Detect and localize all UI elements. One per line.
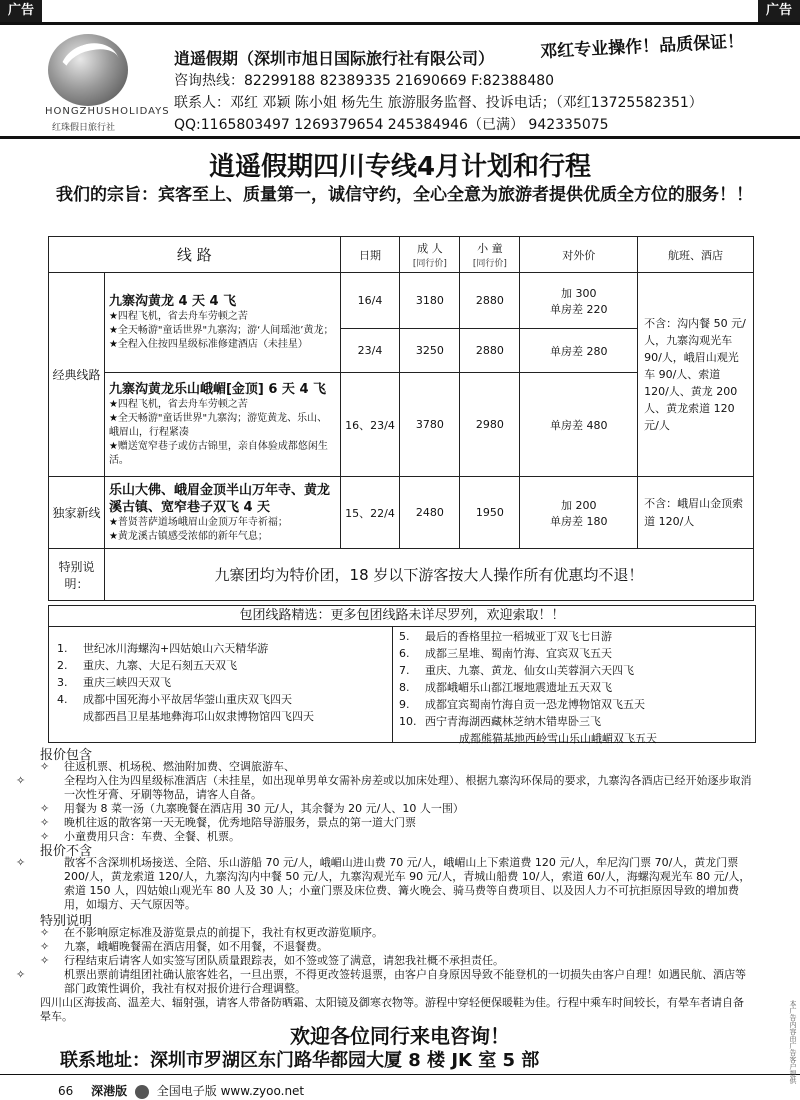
list-item: 9. 成都宜宾蜀南竹海自贡一恐龙博物馆双飞五天 <box>399 698 645 711</box>
classic-flight-note: 不含：沟内餐 50 元/人，九寨沟观光车 90/人，峨眉山观光车 90/人、索道 120/人、黄龙 200 人、黄龙索道 120 元/人 <box>638 273 754 477</box>
col-adult-sub: [同行价] <box>412 259 447 269</box>
list-item: 1. 世纪冰川海螺沟+四姑娘山六天精华游 <box>57 642 269 655</box>
includes-list <box>16 760 752 844</box>
route2-child: 2980 <box>460 373 520 477</box>
col-adult-label: 成 人 <box>417 242 443 255</box>
diamond-icon: ✧ <box>40 802 50 815</box>
notes-list <box>16 926 752 1024</box>
agency-name: 逍遥假期（深圳市旭日国际旅行社有限公司） <box>174 49 495 68</box>
route3-note: ★普贤菩萨道场峨眉山金顶万年寺祈福； <box>108 516 288 528</box>
logo-chinese-name: 红珠假日旅行社 <box>52 123 116 133</box>
route3-date: 15、22/4 <box>340 477 400 549</box>
diamond-icon: ✧ <box>40 940 50 953</box>
brand-badge-icon <box>135 1085 149 1099</box>
route1-cell <box>104 273 340 373</box>
route1a-date: 16/4 <box>340 273 400 329</box>
list-item: 7. 重庆、九寨、黄龙、仙女山芙蓉洞六天四飞 <box>399 664 634 677</box>
footer-rule <box>0 1074 800 1075</box>
route1a-child: 2880 <box>460 273 520 329</box>
list-item: ✧ 散客不含深圳机场接送、全陪、乐山游船 70 元/人，峨嵋山进山费 70 元/人，峨嵋山上下索道费 120 元/人，牟尼沟门票 70/人，黄龙门票 200/人，黄龙索道 120/人，九寨沟沟内中餐 50 元/人，九寨沟观光车 90 元/人，青城山船费 10/人，索道 60/人，海螺沟观光车 80 元/人，索道 150 人，四姑娘山观光车 80 人及 30 人；小童门票及床位费、篝火晚会、骑马费等自费项目、以及因人力不可抗拒原因导致的增加费用，如塌方、天气原因等。 <box>16 856 751 911</box>
packages-title: 包团线路精选：更多包团线路未详尽罗列，欢迎索取！！ <box>49 606 755 627</box>
route2-note: ★全天畅游"童话世界"九寨沟；游览黄龙、乐山、峨眉山，行程紧凑 <box>108 413 328 438</box>
list-item: 10. 西宁青海湖西藏林芝纳木错卑卧三飞 <box>399 715 601 728</box>
col-route: 线 路 <box>49 237 341 273</box>
diamond-icon: ✧ <box>40 816 50 829</box>
list-item: 4. 成都中国死海小平故居华蓥山重庆双飞四天 <box>57 693 292 706</box>
route1b-child: 2880 <box>460 329 520 373</box>
col-date: 日期 <box>340 237 400 273</box>
route3-flight-note: 不含：峨眉山金顶索道 120/人 <box>638 477 754 549</box>
ad-label-left: 广告 <box>0 0 42 22</box>
footer <box>58 1082 304 1099</box>
page-title: 逍遥假期四川专线4月计划和行程 <box>208 152 592 182</box>
list-item: 2. 重庆、九寨、大足石刻五天双飞 <box>57 659 237 672</box>
logo-english-name: HONGZHUSHOLIDAYS <box>45 106 170 117</box>
route2-date: 16、23/4 <box>340 373 400 477</box>
packages-divider <box>392 626 393 742</box>
col-flight: 航班、酒店 <box>638 237 754 273</box>
route1b-date: 23/4 <box>340 329 400 373</box>
list-item: 6. 成都三星堆、蜀南竹海、宜宾双飞五天 <box>399 647 612 660</box>
list-item: ✧ 在不影响原定标准及游览景点的前提下，我社有权更改游览顺序。 <box>40 926 383 939</box>
route3-title: 乐山大佛、峨眉金顶半山万年寺、黄龙溪古镇、宽窄巷子双飞 4 天 <box>108 482 330 515</box>
diamond-icon: ✧ <box>40 830 50 843</box>
welcome-banner: 欢迎各位同行来电咨询！ <box>290 1024 510 1048</box>
side-note: 本广告内容由广告客户提供 <box>789 1000 797 1084</box>
route1-title: 九寨沟黄龙 4 天 4 飞 <box>108 294 237 309</box>
col-adult <box>400 237 460 273</box>
route1a-adult: 3180 <box>400 273 460 329</box>
col-child <box>460 237 520 273</box>
agency-slogan: 邓红专业操作！品质保证！ <box>539 31 745 63</box>
list-item: ✧ 小童费用只含：车费、全餐、机票。 <box>40 830 240 843</box>
category-special: 特别说明： <box>49 549 105 601</box>
qq-numbers: QQ:1165803497 1269379654 245384946（已满） 942335075 <box>174 117 609 133</box>
notes-tail: 四川山区海拔高、温差大、辐射强，请客人带备防晒霜、太阳镜及御寒衣物等。游程中穿轻便保暖鞋为佳。行程中乘车时间较长，有晕车者请自备晕车。 <box>40 996 744 1023</box>
route2-note: ★赠送宽窄巷子或仿古锦里，亲自体验成都悠闲生活。 <box>108 441 328 466</box>
packages-right-list <box>399 628 657 747</box>
category-exclusive: 独家新线 <box>49 477 105 549</box>
list-item: ✧ 机票出票前请组团社确认旅客姓名，一旦出票，不得更改签转退票，由客户自身原因导致不能登机的一切损失由客户自理！如遇民航、酒店等部门政策性调价，我社有权对报价进行合理调整。 <box>16 968 746 995</box>
list-item: ✧ 用餐为 8 菜一汤（九寨晚餐在酒店用 30 元/人，其余餐为 20 元/人、10 人一围） <box>40 802 464 815</box>
col-child-label: 小 童 <box>477 242 503 255</box>
special-notice: 九寨团均为特价团，18 岁以下游客按大人操作所有优惠均不退！ <box>104 549 753 601</box>
ad-label-right: 广告 <box>758 0 800 22</box>
route1b-price: 单房差 280 <box>520 329 638 373</box>
route1-note: ★全天畅游"童话世界"九寨沟；游‘人间瑶池’黄龙； <box>108 325 334 336</box>
diamond-icon: ✧ <box>40 954 50 967</box>
table-header-row <box>49 237 754 273</box>
packages-left-list <box>57 640 314 725</box>
notes-heading: 特别说明 <box>40 914 93 929</box>
diamond-icon: ✧ <box>16 774 26 787</box>
contacts: 联系人：邓红 邓颖 陈小姐 杨先生 旅游服务监督、投诉电话；（邓红13725582351） <box>174 95 703 111</box>
table-row <box>49 477 754 549</box>
motto: 我们的宗旨：宾客至上、质量第一，诚信守约，全心全意为旅游者提供优质全方位的服务！！ <box>56 185 753 205</box>
route2-cell <box>104 373 340 477</box>
excludes-heading: 报价不含 <box>40 844 93 859</box>
col-child-sub: [同行价] <box>472 259 507 269</box>
diamond-icon: ✧ <box>16 856 26 869</box>
package-routes <box>48 605 756 743</box>
list-item: ✧ 晚机往返的散客第一天无晚餐，优秀地陪导游服务，景点的第一道大门票 <box>40 816 416 829</box>
list-item: 成都熊猫基地西岭雪山乐山峨嵋双飞五天 <box>459 732 657 745</box>
route3-note: ★黄龙溪古镇感受浓郁的新年气息； <box>108 530 268 542</box>
top-rule <box>0 22 800 25</box>
page-number: 66 <box>58 1084 74 1098</box>
itinerary-table <box>48 236 754 601</box>
col-price: 对外价 <box>520 237 638 273</box>
route2-price: 单房差 480 <box>520 373 638 477</box>
route1b-adult: 3250 <box>400 329 460 373</box>
contact-address: 联系地址：深圳市罗湖区东门路华都园大厦 8 楼 JK 室 5 部 <box>60 1050 540 1071</box>
hotline: 咨询热线：82299188 82389335 21690669 F:82388480 <box>174 73 555 89</box>
route3-child: 1950 <box>460 477 520 549</box>
list-item: 成都西昌卫星基地彝海邛山奴隶博物馆四飞四天 <box>83 710 314 723</box>
edition-label: 深港版 <box>91 1084 128 1098</box>
includes-heading: 报价包含 <box>40 748 93 763</box>
table-row <box>49 273 754 329</box>
list-item: 3. 重庆三峡四天双飞 <box>57 676 171 689</box>
diamond-icon: ✧ <box>16 968 26 981</box>
route2-adult: 3780 <box>400 373 460 477</box>
route1-note: ★全程入住按四星级标准修建酒店（未挂星） <box>108 339 308 350</box>
route2-note: ★四程飞机，省去舟车劳顿之苦 <box>108 399 248 410</box>
list-item: ✧ 九寨，峨嵋晚餐需在酒店用餐，如不用餐，不退餐费。 <box>40 940 328 953</box>
list-item: ✧ 往返机票、机场税、燃油附加费、空调旅游车、 <box>40 760 295 773</box>
category-classic: 经典线路 <box>49 273 105 477</box>
list-item: 5. 最后的香格里拉一稻城亚丁双飞七日游 <box>399 630 612 643</box>
route1a-price: 加 300 单房差 220 <box>520 273 638 329</box>
route3-adult: 2480 <box>400 477 460 549</box>
route3-price: 加 200 单房差 180 <box>520 477 638 549</box>
list-item: 8. 成都峨嵋乐山都江堰地震遗址五天双飞 <box>399 681 612 694</box>
list-item: ✧ 全程均入住为四星级标准酒店（未挂星，如出现单男单女需补房差或以加床处理）、根据九寨沟环保局的要求，九寨沟各酒店已经开始逐步取消一次性牙膏、牙刷等物品，请客人自备。 <box>16 774 752 801</box>
header-rule <box>0 136 800 139</box>
diamond-icon: ✧ <box>40 926 50 939</box>
route3-cell <box>104 477 340 549</box>
route1-note: ★四程飞机，省去舟车劳顿之苦 <box>108 311 248 322</box>
footer-brand: 全国电子版 www.zyoo.net <box>156 1084 305 1098</box>
list-item: ✧ 行程结束后请客人如实签写团队质量跟踪表，如不签或签了满意，请恕我社概不承担责任。 <box>40 954 504 967</box>
route2-title: 九寨沟黄龙乐山峨嵋[金顶] 6 天 4 飞 <box>108 382 327 397</box>
table-row <box>49 549 754 601</box>
diamond-icon: ✧ <box>40 760 50 773</box>
excludes-list <box>16 856 752 912</box>
